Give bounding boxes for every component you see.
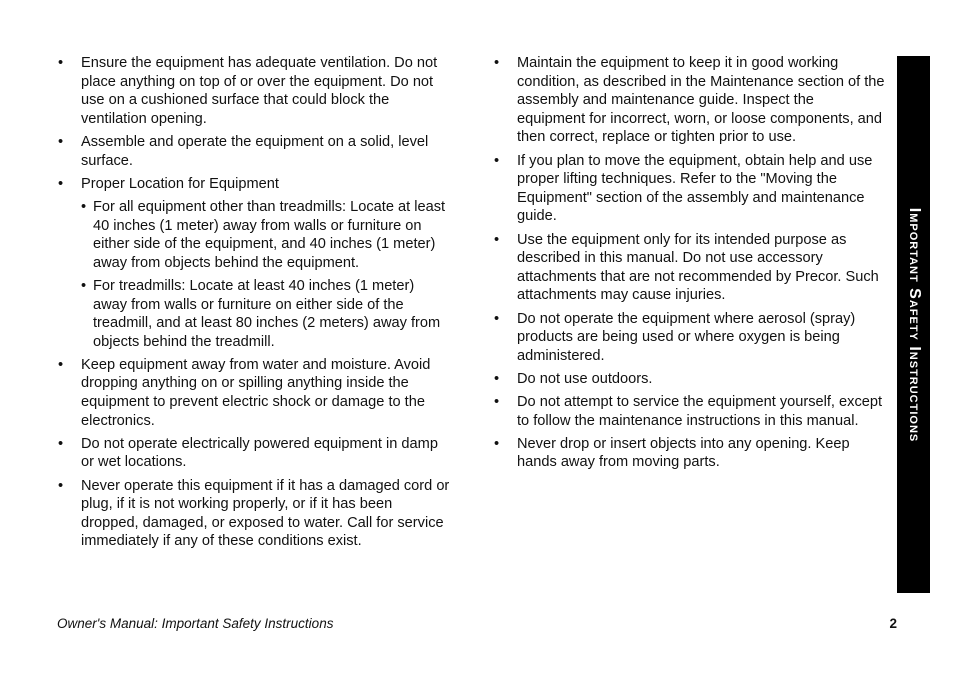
list-item xyxy=(493,152,885,226)
list-item xyxy=(493,435,885,472)
bullet-icon: • xyxy=(58,435,64,452)
list-item xyxy=(493,370,885,389)
left-column xyxy=(57,54,450,556)
section-tab-title: Important Safety Instructions xyxy=(905,207,923,442)
list-item-text: If you plan to move the equipment, obtain help and use proper lifting techniques. Refer to the "Moving the Equipment" section of the assembly and maintenance guide. xyxy=(517,152,873,225)
list-item-text: Do not use outdoors. xyxy=(517,370,653,387)
list-item xyxy=(493,393,885,430)
list-item xyxy=(57,54,450,128)
list-item-text: Assemble and operate the equipment on a solid, level surface. xyxy=(81,133,429,169)
bullet-icon: • xyxy=(494,310,500,327)
list-item-text: Never operate this equipment if it has a damaged cord or plug, if it is not working properly, or if it has been dropped, damaged, or exposed to water. Call for service immediately if any of these conditions exist. xyxy=(81,477,450,550)
list-item xyxy=(493,54,885,147)
page-number: 2 xyxy=(889,616,897,631)
bullet-icon: • xyxy=(58,175,64,192)
bullet-icon: • xyxy=(494,231,500,248)
list-item-text: Never drop or insert objects into any opening. Keep hands away from moving parts. xyxy=(517,435,850,471)
bullet-icon: • xyxy=(81,277,87,294)
list-item-text: Use the equipment only for its intended purpose as described in this manual. Do not use accessory attachments that are not recommended by Precor. Such attachments may cause injuries. xyxy=(517,231,879,304)
bullet-icon: • xyxy=(58,55,64,71)
list-item-text: Ensure the equipment has adequate ventilation. Do not place anything on top of or over the equipment. Do not use on a cushioned surface that could block the ventilation opening. xyxy=(81,55,438,127)
list-item xyxy=(493,310,885,366)
bullet-icon: • xyxy=(58,356,64,373)
list-item-text: Do not operate electrically powered equipment in damp or wet locations. xyxy=(81,435,438,471)
sub-list xyxy=(81,198,450,351)
list-item xyxy=(57,175,450,352)
list-item xyxy=(57,435,450,472)
right-bullet-list xyxy=(493,54,885,472)
bullet-icon: • xyxy=(494,55,500,71)
list-item-text: Maintain the equipment to keep it in good working condition, as described in the Maintenance section of the assembly and maintenance guide. Inspect the equipment for incorrect, worn, or loose components, and then correct, replace or tighten prior to use. xyxy=(517,55,885,146)
bullet-icon: • xyxy=(58,133,64,150)
bullet-icon: • xyxy=(494,394,500,411)
list-item xyxy=(57,356,450,430)
bullet-icon: • xyxy=(494,370,500,387)
sub-list-item-text: For all equipment other than treadmills: Locate at least 40 inches (1 meter) away from walls or furniture on either side of the equipment, and 40 inches (1 meter) away from objects behind the equipment. xyxy=(93,198,446,271)
bullet-icon: • xyxy=(494,435,500,452)
list-item-text: Do not attempt to service the equipment yourself, except to follow the maintenance instructions in this manual. xyxy=(517,394,883,429)
list-item xyxy=(493,231,885,305)
list-item-text: Proper Location for Equipment xyxy=(81,175,279,192)
right-column xyxy=(493,54,885,477)
sub-list-item xyxy=(81,198,450,272)
list-item-text: Do not operate the equipment where aerosol (spray) products are being used or where oxygen is being administered. xyxy=(517,310,856,364)
list-item xyxy=(57,477,450,551)
bullet-icon: • xyxy=(81,198,87,215)
section-side-tab xyxy=(897,56,930,593)
bullet-icon: • xyxy=(58,477,64,494)
sub-list-item xyxy=(81,277,450,351)
list-item-text: Keep equipment away from water and moisture. Avoid dropping anything on or spilling anything inside the equipment to prevent electric shock or damage to the electronics. xyxy=(81,356,431,429)
sub-list-item-text: For treadmills: Locate at least 40 inches (1 meter) away from walls or furniture on either side of the treadmill, and at least 80 inches (2 meters) away from objects behind the treadmill. xyxy=(93,277,441,350)
left-bullet-list xyxy=(57,54,450,551)
bullet-icon: • xyxy=(494,152,500,169)
list-item xyxy=(57,133,450,170)
footer-title: Owner's Manual: Important Safety Instructions xyxy=(57,616,334,631)
